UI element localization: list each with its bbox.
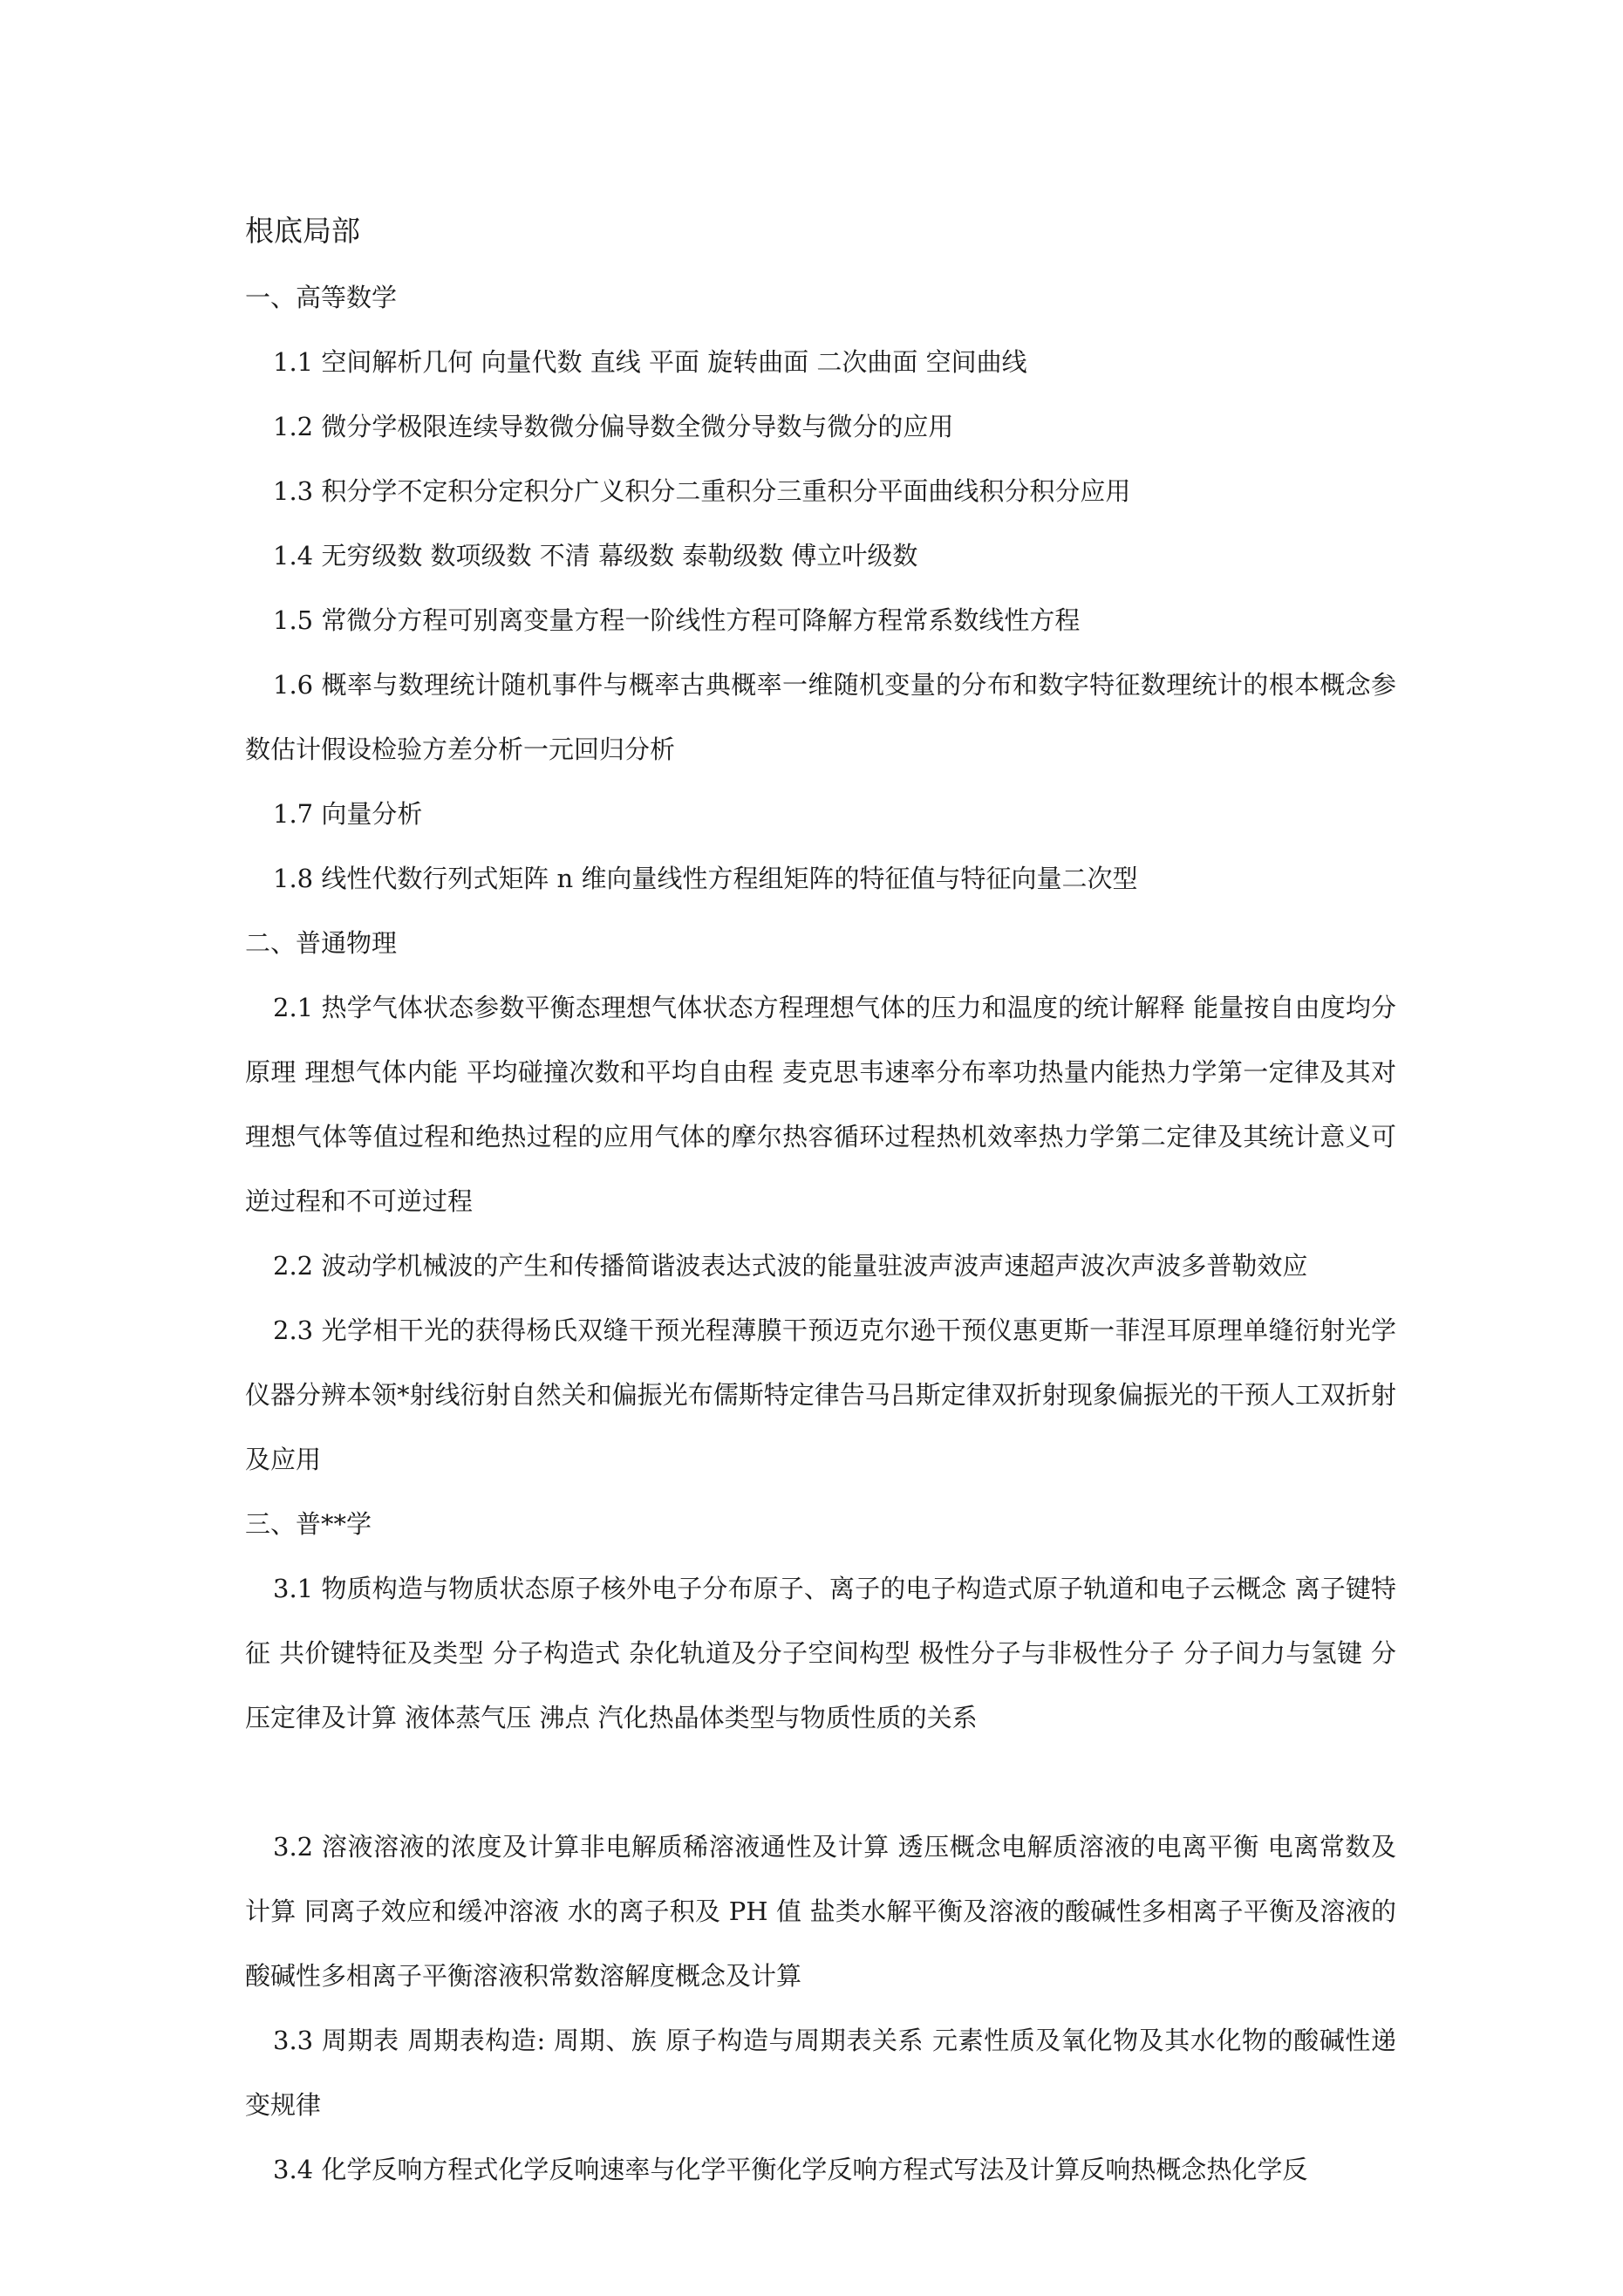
list-item: 2.2 波动学机械波的产生和传播简谐波表达式波的能量驻波声波声速超声波次声波多普勒效应 bbox=[273, 1251, 1308, 1281]
list-item: 1.8 线性代数行列式矩阵 n 维向量线性方程组矩阵的特征值与特征向量二次型 bbox=[273, 864, 1138, 893]
document-title: 根底局部 bbox=[245, 214, 360, 248]
section-heading-physics: 二、普通物理 bbox=[245, 928, 398, 958]
section-heading-math: 一、高等数学 bbox=[245, 283, 398, 312]
list-item: 3.4 化学反响方程式化学反响速率与化学平衡化学反响方程式写法及计算反响热概念热化学反 bbox=[273, 2155, 1308, 2184]
list-item: 1.4 无穷级数 数项级数 不清 幕级数 泰勒级数 傅立叶级数 bbox=[273, 541, 918, 571]
list-item: 2.1 热学气体状态参数平衡态理想气体状态方程理想气体的压力和温度的统计解释 能量按自由度均分原理 理想气体内能 平均碰撞次数和平均自由程 麦克思韦速率分布率功热量内能热力学第一定律及其对理想气体等值过程和绝热过程的应用气体的摩尔热容循环过程热机效率热力学第二定律及其统计意义可逆过程和不可逆过程 bbox=[245, 993, 1396, 1216]
list-item: 2.3 光学相干光的获得杨氏双缝干预光程薄膜干预迈克尔逊干预仪惠更斯一菲涅耳原理单缝衍射光学仪器分辨本领*射线衍射自然关和偏振光布儒斯特定律告马吕斯定律双折射现象偏振光的干预人工双折射及应用 bbox=[245, 1315, 1396, 1474]
list-item: 1.3 积分学不定积分定积分广义积分二重积分三重积分平面曲线积分积分应用 bbox=[273, 476, 1131, 506]
list-item: 1.1 空间解析几何 向量代数 直线 平面 旋转曲面 二次曲面 空间曲线 bbox=[273, 347, 1027, 377]
document-body bbox=[245, 208, 1396, 2202]
list-item: 3.3 周期表 周期表构造: 周期、族 原子构造与周期表关系 元素性质及氧化物及其水化物的酸碱性递变规律 bbox=[245, 2026, 1396, 2120]
list-item: 1.7 向量分析 bbox=[273, 799, 423, 829]
list-item: 3.2 溶液溶液的浓度及计算非电解质稀溶液通性及计算 透压概念电解质溶液的电离平衡 电离常数及计算 同离子效应和缓冲溶液 水的离子积及 PH 值 盐类水解平衡及溶液的酸碱性多相离子平衡及溶液的酸碱性多相离子平衡溶液积常数溶解度概念及计算 bbox=[245, 1832, 1396, 1991]
list-item: 1.2 微分学极限连续导数微分偏导数全微分导数与微分的应用 bbox=[273, 412, 954, 441]
blank-line bbox=[245, 1750, 1396, 1814]
section-heading-chemistry: 三、普**学 bbox=[245, 1509, 372, 1539]
list-item: 3.1 物质构造与物质状态原子核外电子分布原子、离子的电子构造式原子轨道和电子云概念 离子键特征 共价键特征及类型 分子构造式 杂化轨道及分子空间构型 极性分子与非极性分子 分子间力与氢键 分压定律及计算 液体蒸气压 沸点 汽化热晶体类型与物质性质的关系 bbox=[245, 1574, 1396, 1732]
list-item: 1.6 概率与数理统计随机事件与概率古典概率一维随机变量的分布和数字特征数理统计的根本概念参数估计假设检验方差分析一元回归分析 bbox=[245, 670, 1396, 764]
list-item: 1.5 常微分方程可别离变量方程一阶线性方程可降解方程常系数线性方程 bbox=[273, 605, 1081, 635]
